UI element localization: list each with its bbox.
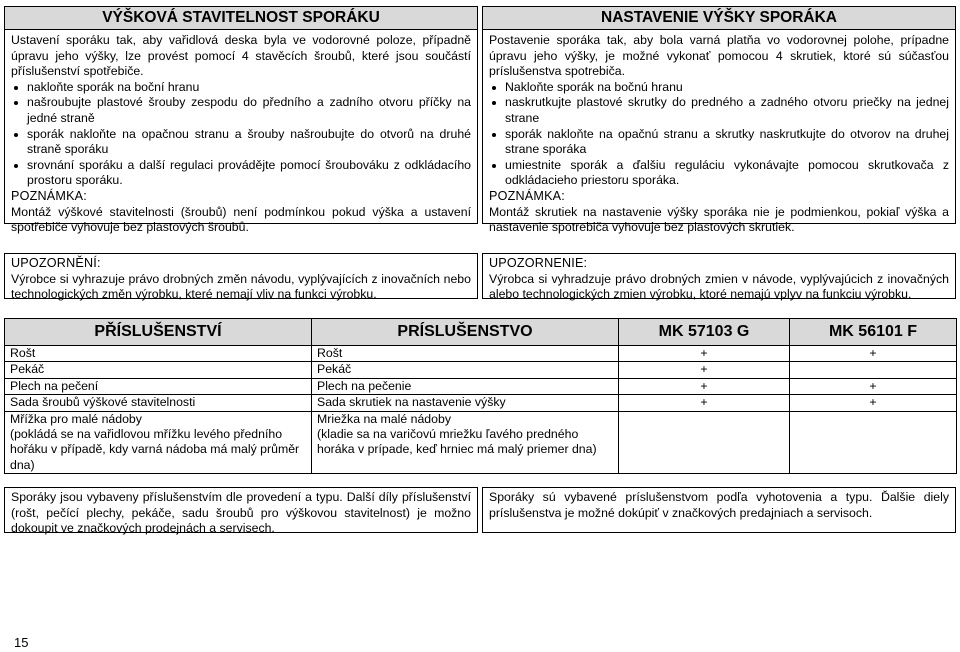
sk-height-section <box>482 6 956 235</box>
sk-warning-label: UPOZORNENIE: <box>489 256 588 270</box>
accessories-table <box>4 318 957 474</box>
cell-model-a: + <box>619 346 790 362</box>
table-row <box>5 378 957 394</box>
header-sk-accessories: PRÍSLUŠENSTVO <box>312 319 619 346</box>
table-header-row <box>5 319 957 346</box>
cell-cz: Mřížka pro malé nádoby (pokládá se na vařidlovou mřížku levého předního hořáku v případě, kdy varná nádoba má malý průměr dna) <box>5 411 312 474</box>
cell-sk: Pekáč <box>312 362 619 378</box>
table-row <box>5 346 957 362</box>
list-item: srovnání sporáku a další regulaci provádějte pomocí šroubováku z odkládacího prostoru sporáku. <box>11 158 471 189</box>
cell-model-b <box>790 362 957 378</box>
cell-model-a <box>619 411 790 474</box>
list-item: sporák nakloňte na opačnú stranu a skrutky naskrutkujte do otvorov na druhej strane sporáka <box>489 127 949 158</box>
cell-cz: Pekáč <box>5 362 312 378</box>
sk-note-text: Montáž skrutiek na nastavenie výšky sporáka nie je podmienkou, pokiaľ výška a nastavenie spotrebiča vyhovuje bez plastových skrutiek. <box>489 204 949 235</box>
header-cz-accessories: PŘÍSLUŠENSTVÍ <box>5 319 312 346</box>
cell-model-a: + <box>619 378 790 394</box>
list-item: nakloňte sporák na boční hranu <box>11 80 471 96</box>
sk-height-steps <box>489 80 949 189</box>
header-model-a: MK 57103 G <box>619 319 790 346</box>
cell-sk: Mriežka na malé nádoby (kladie sa na varičovú mriežku ľavého predného horáka v prípade, keď hrniec má malý priemer dna) <box>312 411 619 474</box>
cell-model-b: + <box>790 395 957 411</box>
cz-height-steps <box>11 80 471 189</box>
cell-model-a: + <box>619 395 790 411</box>
cell-sk: Plech na pečenie <box>312 378 619 394</box>
list-item: našroubujte plastové šrouby zespodu do předního a zadního otvoru příčky na jedné straně <box>11 95 471 126</box>
header-model-b: MK 56101 F <box>790 319 957 346</box>
sk-warning-text: Výrobca si vyhradzuje právo drobných zmien v návode, vyplývajúcich z inovačných alebo technologických zmien výrobku, ktoré nemajú vplyv na funkciu výrobku. <box>489 271 949 302</box>
cz-note-text: Montáž výškové stavitelnosti (šroubů) není podmínkou pokud výška a ustavení spotřebiče vyhovuje bez plastových šroubů. <box>11 204 471 235</box>
cell-sk: Rošt <box>312 346 619 362</box>
table-row <box>5 395 957 411</box>
cz-height-title: VÝŠKOVÁ STAVITELNOST SPORÁKU <box>5 7 477 30</box>
list-item: naskrutkujte plastové skrutky do predného a zadného otvoru priečky na jednej strane <box>489 95 949 126</box>
cz-note-label: POZNÁMKA: <box>11 188 87 203</box>
sk-warning <box>482 253 956 302</box>
cz-warning <box>4 253 478 302</box>
list-item: sporák nakloňte na opačnou stranu a šrouby našroubujte do otvorů na druhé straně sporáku <box>11 127 471 158</box>
cz-height-intro: Ustavení sporáku tak, aby vařidlová deska byla ve vodorovné poloze, případně úpravu jeho výšky, lze provést pomocí 4 stavěcích šroubů, které jsou součástí příslušenství spotřebiče. <box>11 33 471 79</box>
page-number: 15 <box>14 635 29 650</box>
table-row <box>5 411 957 474</box>
list-item: Nakloňte sporák na bočnú hranu <box>489 80 949 96</box>
sk-height-intro: Postavenie sporáka tak, aby bola varná platňa vo vodorovnej polohe, prípadne úpravu jeho výšky, je možné vykonať pomocou 4 skrutiek, ktoré sú súčasťou príslušenstva spotrebiča. <box>489 33 949 79</box>
list-item: umiestnite sporák a ďalšiu reguláciu vykonávajte pomocou skrutkovača z odkládacieho priestoru sporáka. <box>489 158 949 189</box>
cz-warning-label: UPOZORNĚNÍ: <box>11 256 101 270</box>
cell-sk: Sada skrutiek na nastavenie výšky <box>312 395 619 411</box>
sk-note-label: POZNÁMKA: <box>489 188 565 203</box>
cz-warning-text: Výrobce si vyhrazuje právo drobných změn návodu, vyplývajících z inovačních nebo technologických změn výrobku, které nemají vliv na funkci výrobku. <box>11 271 471 302</box>
table-row <box>5 362 957 378</box>
cz-height-section <box>4 6 478 235</box>
sk-footer: Sporáky sú vybavené príslušenstvom podľa vyhotovenia a typu. Ďalšie diely príslušenstva je možné dokúpiť v značkových predajniach a servisoch. <box>482 487 956 533</box>
cell-cz: Sada šroubů výškové stavitelnosti <box>5 395 312 411</box>
cell-cz: Plech na pečení <box>5 378 312 394</box>
cell-model-b: + <box>790 378 957 394</box>
sk-height-title: NASTAVENIE VÝŠKY SPORÁKA <box>483 7 955 30</box>
cz-footer: Sporáky jsou vybaveny příslušenstvím dle provedení a typu. Další díly příslušenství (rošt, pečící plechy, pekáče, sadu šroubů pro výškovou stavitelnost) je možno dokoupit ve značkových prodejnách a servisech. <box>4 487 478 533</box>
cell-model-b <box>790 411 957 474</box>
cell-model-a: + <box>619 362 790 378</box>
cell-cz: Rošt <box>5 346 312 362</box>
cell-model-b: + <box>790 346 957 362</box>
